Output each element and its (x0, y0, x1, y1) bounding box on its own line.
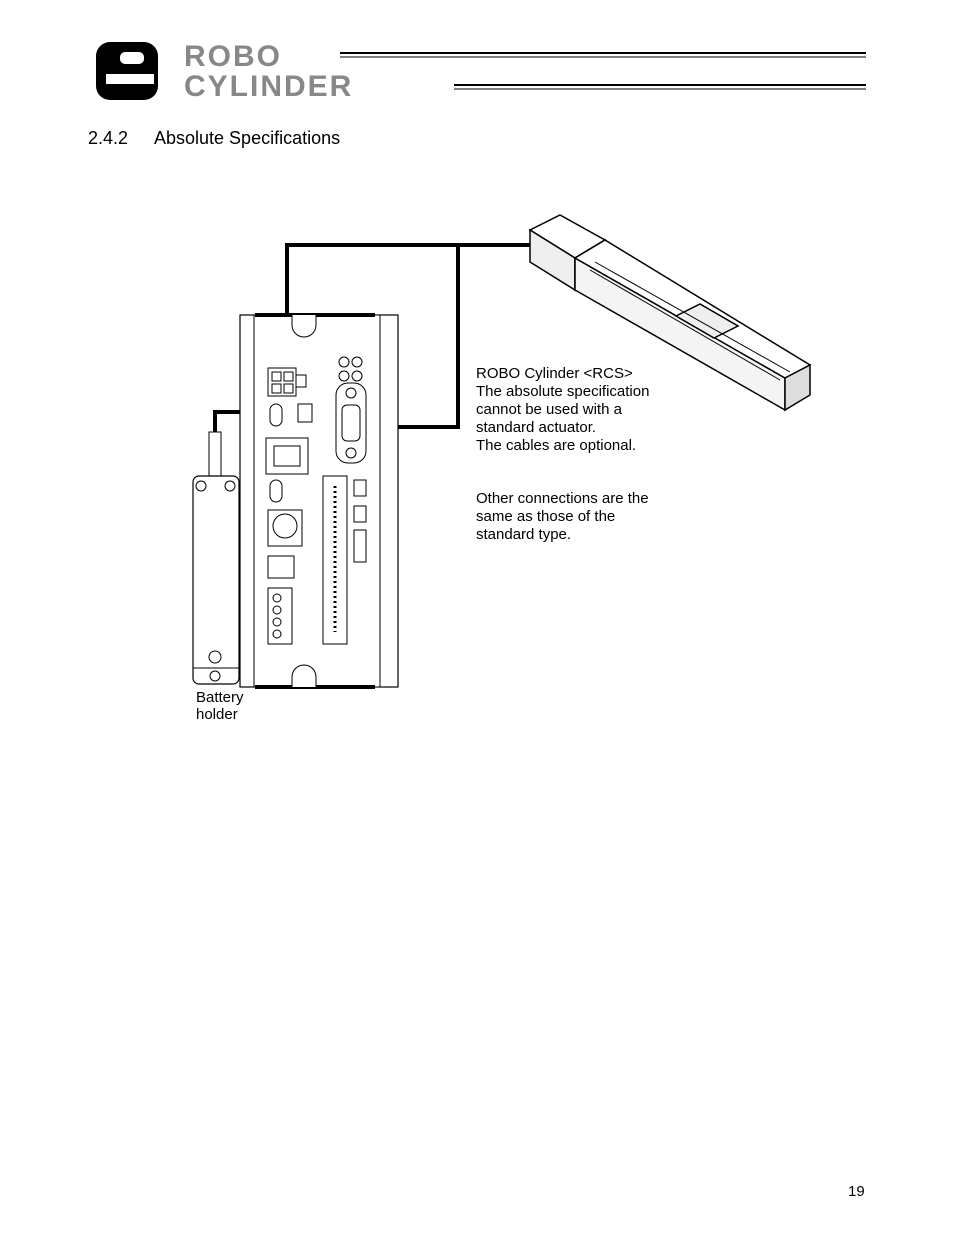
battery-holder-label (196, 689, 244, 723)
logo-wordmark (184, 40, 353, 103)
section-title: Absolute Specifications (154, 128, 341, 148)
rc-monogram (96, 42, 158, 100)
other-note-line: same as those of the (476, 508, 616, 525)
logo-line2: CYLINDER (184, 70, 354, 103)
rcs-note-line: The cables are optional. (476, 437, 637, 454)
logo-line1: ROBO (184, 40, 282, 73)
other-connections-note (476, 490, 649, 544)
header-rules (340, 53, 866, 89)
battery-holder (193, 432, 239, 684)
rcs-note-line: cannot be used with a (476, 401, 622, 418)
rcs-note-line: The absolute specification (476, 383, 650, 400)
other-note-line: standard type. (476, 526, 572, 543)
battery-label-line: holder (196, 706, 238, 723)
robo-cylinder-logo (92, 38, 870, 104)
battery-label-line: Battery (196, 689, 244, 706)
rcs-note (476, 365, 649, 455)
section-heading (88, 128, 340, 149)
page-number: 19 (848, 1183, 865, 1200)
controller-unit (240, 315, 398, 687)
section-number: 2.4.2 (88, 128, 129, 148)
rcs-note-line: ROBO Cylinder <RCS> (476, 365, 633, 382)
rcs-note-line: standard actuator. (476, 419, 597, 436)
other-note-line: Other connections are the (476, 490, 649, 507)
